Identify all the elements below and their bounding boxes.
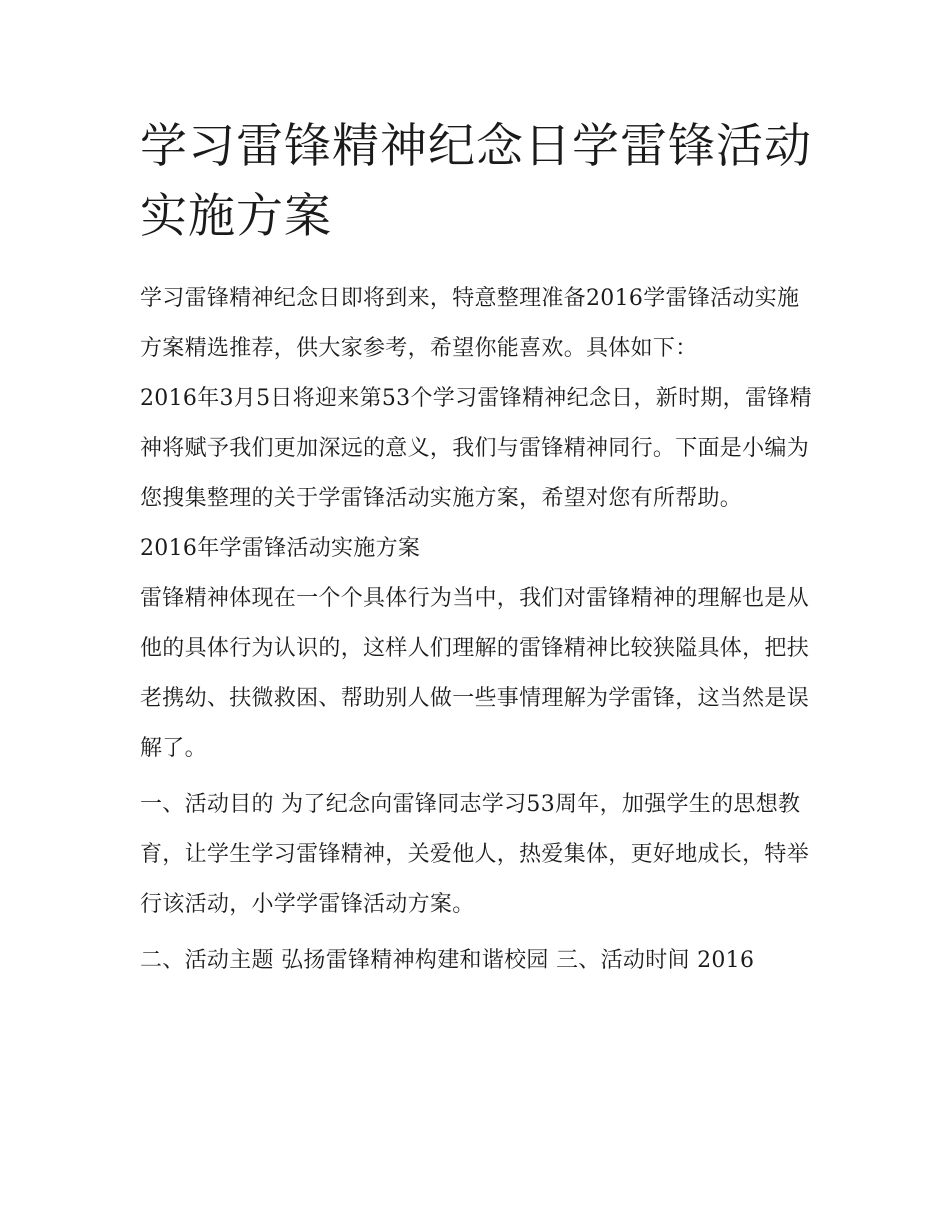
body-paragraph: 雷锋精神体现在一个个具体行为当中，我们对雷锋精神的理解也是从他的具体行为认识的，这样人们理解的雷锋精神比较狭隘具体，把扶老携幼、扶微救困、帮助别人做一些事情理解为学雷锋，这当然是误解了。: [140, 586, 810, 761]
document-title: 学习雷锋精神纪念日学雷锋活动实施方案: [140, 119, 812, 244]
document-page: [140, 112, 815, 986]
intro-paragraph: 学习雷锋精神纪念日即将到来，特意整理准备2016学雷锋活动实施方案精选推荐，供大家参考，希望你能喜欢。具体如下：: [140, 286, 800, 361]
activity-theme-paragraph: 二、活动主题 弘扬雷锋精神构建和谐校园 三、活动时间 2016: [140, 948, 755, 973]
activity-purpose-paragraph: 一、活动目的 为了纪念向雷锋同志学习53周年，加强学生的思想教育，让学生学习雷锋精神，关爱他人，热爱集体，更好地成长，特举行该活动，小学学雷锋活动方案。: [140, 792, 810, 917]
background-paragraph: 2016年3月5日将迎来第53个学习雷锋精神纪念日，新时期，雷锋精神将赋予我们更加深远的意义，我们与雷锋精神同行。下面是小编为您搜集整理的关于学雷锋活动实施方案，希望对您有所帮助。: [140, 386, 812, 511]
section-heading: 2016年学雷锋活动实施方案: [140, 536, 421, 561]
